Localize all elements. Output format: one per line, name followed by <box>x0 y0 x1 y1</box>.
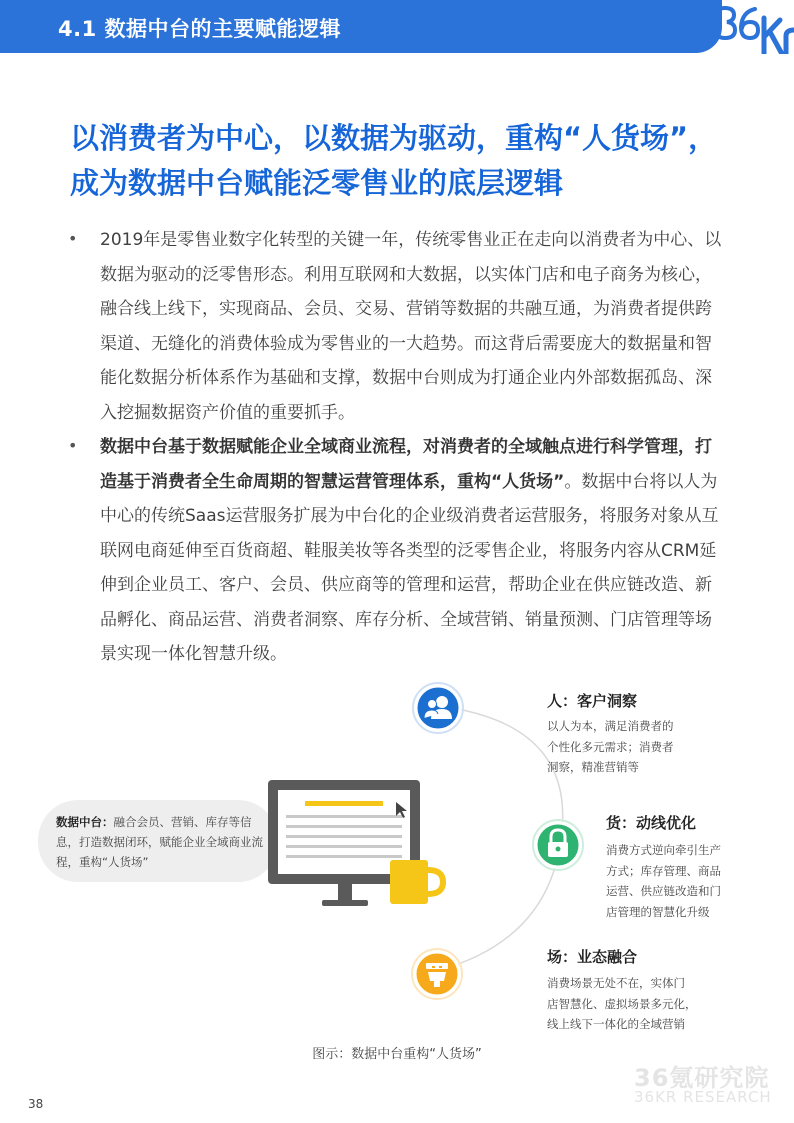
node-goods-desc-line: 消费方式逆向牵引生产 <box>606 843 721 857</box>
node-goods-title: 货：动线优化 <box>606 814 697 832</box>
node-people-desc-line: 个性化多元需求；消费者 <box>547 739 674 754</box>
node-place-desc <box>547 973 697 1035</box>
logo-6 <box>741 9 758 38</box>
node-place-title: 场：业态融合 <box>547 948 638 966</box>
store-icon <box>412 949 462 999</box>
watermark-en: 36KR RESEARCH <box>634 1088 772 1106</box>
people-icon <box>413 683 463 733</box>
node-place-desc-line: 消费场景无处不在，实体门 <box>547 976 685 990</box>
page-number: 38 <box>28 1097 44 1111</box>
logo-k <box>764 18 782 54</box>
logo-r <box>786 30 794 54</box>
paragraph-2-body: 。数据中台将以人为中心的传统Saas运营服务扩展为中台化的企业级消费者运营服务，将服务对象从互联网电商延伸至百货商超、鞋服美妆等各类型的泛零售企业，将服务内容从CRM延伸到企业员工、客户、会员、供应商等的管理和运营，帮助企业在供应链改造、新品孵化、商品运营、消费者洞察、库存分析、全域营销、销量预测、门店管理等场景实现一体化智慧升级。 <box>100 471 719 664</box>
node-goods-desc-line: 运营、供应链改造和门 <box>606 884 721 898</box>
36kr-logo <box>708 2 794 54</box>
node-goods-desc-line: 方式；库存管理、商品 <box>606 863 721 878</box>
figure-caption: 图示：数据中台重构“人货场” <box>312 1047 482 1062</box>
paragraph-2-bold: 数据中台基于数据赋能企业全域商业流程，对消费者的全域触点进行科学管理，打造基于消费者全生命周期的智慧运营管理体系，重构“人货场” <box>100 437 712 492</box>
watermark-cn: 36氪研究院 <box>634 1064 770 1092</box>
paragraph-2 <box>100 430 728 672</box>
node-people-desc <box>547 716 674 778</box>
node-people-desc-line: 以人为本，满足消费者的 <box>547 719 674 733</box>
logo-3 <box>715 8 735 38</box>
figure-people-goods-place <box>0 670 794 1070</box>
mug-icon <box>390 860 443 904</box>
node-goods-desc-line: 店管理的智慧化升级 <box>606 904 710 919</box>
main-title: 以消费者为中心，以数据为驱动，重构“人货场”，成为数据中台赋能泛零售业的底层逻辑 <box>70 121 718 200</box>
lock-icon <box>533 820 583 870</box>
data-middle-platform-desc: 融合会员、营销、库存等信息，打造数据闭环，赋能企业全域商业流程，重构“人货场” <box>56 815 263 869</box>
bullet-marker: • <box>68 436 78 455</box>
node-place-desc-line: 线上线下一体化的全域营销 <box>547 1017 685 1031</box>
paragraph-1: 2019年是零售业数字化转型的关键一年，传统零售业正在走向以消费者为中心、以数据为驱动的泛零售形态。利用互联网和大数据，以实体门店和电子商务为核心，融合线上线下，实现商品、会员、交易、营销等数据的共融互通，为消费者提供跨渠道、无缝化的消费体验成为零售业的一大趋势。而这背后需要庞大的数据量和智能化数据分析体系作为基础和支撑，数据中台则成为打通企业内外部数据孤岛、深入挖掘数据资产价值的重要抓手。 <box>100 230 722 423</box>
data-middle-platform-label: 数据中台： <box>56 815 114 829</box>
node-people-title: 人：客户洞察 <box>547 692 638 710</box>
node-place-desc-line: 店智慧化、虚拟场景多元化， <box>547 996 697 1011</box>
node-goods-desc <box>606 840 721 922</box>
node-people-desc-line: 洞察，精准营销等 <box>547 760 639 774</box>
section-title: 4.1 数据中台的主要赋能逻辑 <box>58 17 342 41</box>
bullet-marker: • <box>68 229 78 248</box>
